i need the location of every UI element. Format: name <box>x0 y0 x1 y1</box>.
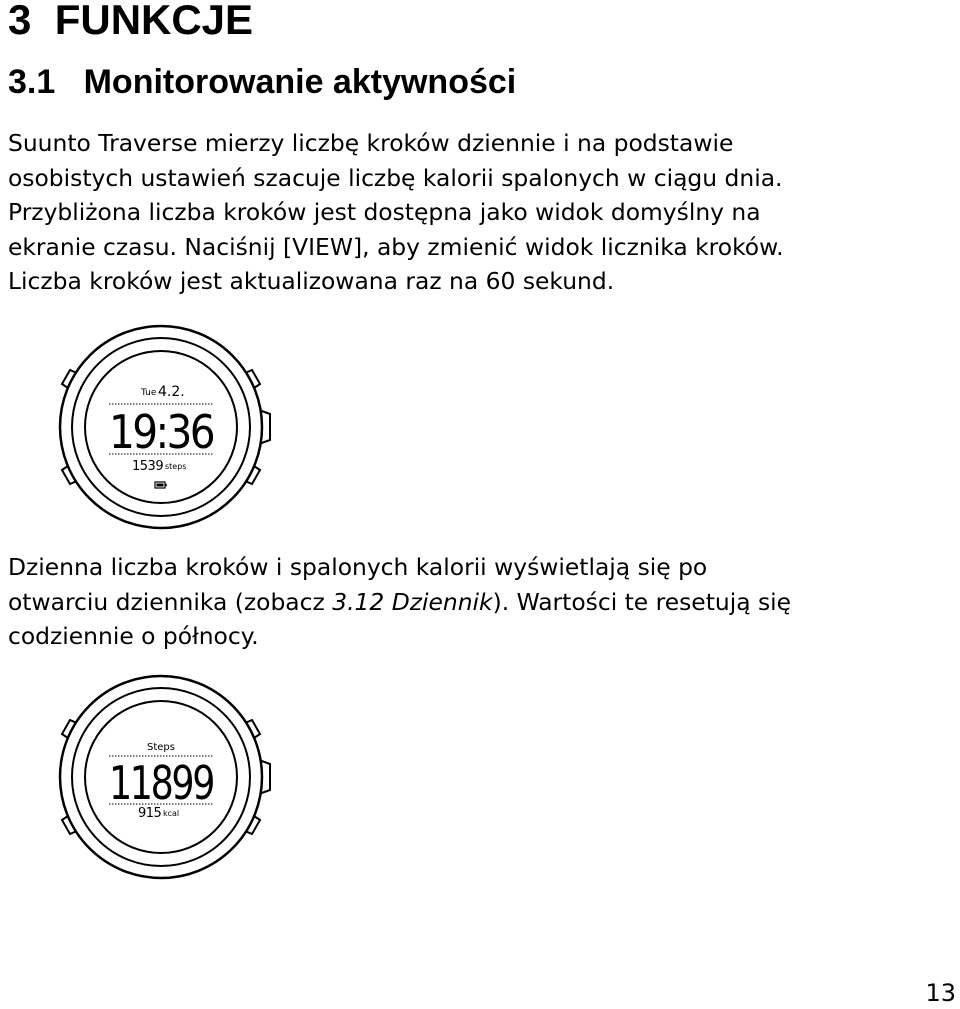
section-title: Monitorowanie aktywności <box>83 63 517 101</box>
paragraph-line: Suunto Traverse mierzy liczbę kroków dziennie i na podstawie <box>8 129 734 157</box>
log-paragraph <box>8 550 791 654</box>
watch-steps-view-illustration <box>52 672 277 882</box>
chapter-number: 3 <box>8 0 32 43</box>
chapter-title: FUNKCJE <box>54 0 254 43</box>
watch-steps-label: Steps <box>147 742 175 753</box>
intro-paragraph <box>8 126 784 299</box>
paragraph-line: ekranie czasu. Naciśnij [VIEW], aby zmienić widok licznika kroków. <box>8 232 784 261</box>
section-number: 3.1 <box>8 63 56 101</box>
paragraph-line: Dzienna liczba kroków i spalonych kalorii wyświetlają się po <box>8 553 708 581</box>
paragraph-line: Liczba kroków jest aktualizowana raz na 60 sekund. <box>8 267 615 295</box>
watch-steps-unit: steps <box>165 462 187 471</box>
chapter-heading <box>8 0 253 46</box>
paragraph-text: otwarciu dziennika (zobacz <box>8 587 333 616</box>
watch-day: Tue <box>141 388 157 398</box>
watch-time-view-illustration <box>52 322 277 532</box>
cross-reference-link[interactable]: 3.12 Dziennik <box>332 587 493 616</box>
watch-steps-total: 11899 <box>109 756 214 810</box>
paragraph-line: codziennie o północy. <box>8 622 259 650</box>
battery-icon <box>155 482 167 488</box>
page-number: 13 <box>925 979 956 1007</box>
paragraph-text: ). Wartości te resetują się <box>492 587 792 616</box>
watch-time: 19:36 <box>109 405 214 459</box>
watch-date: 4.2. <box>158 384 185 400</box>
watch-steps-value: 1539 <box>132 459 164 474</box>
paragraph-line: osobistych ustawień szacuje liczbę kalorii spalonych w ciągu dnia. <box>8 163 783 192</box>
paragraph-line <box>8 585 791 620</box>
watch-kcal-value: 915 <box>138 806 162 821</box>
watch-kcal-unit: kcal <box>163 809 180 818</box>
paragraph-line: Przybliżona liczba kroków jest dostępna jako widok domyślny na <box>8 198 761 226</box>
section-heading <box>8 60 516 104</box>
